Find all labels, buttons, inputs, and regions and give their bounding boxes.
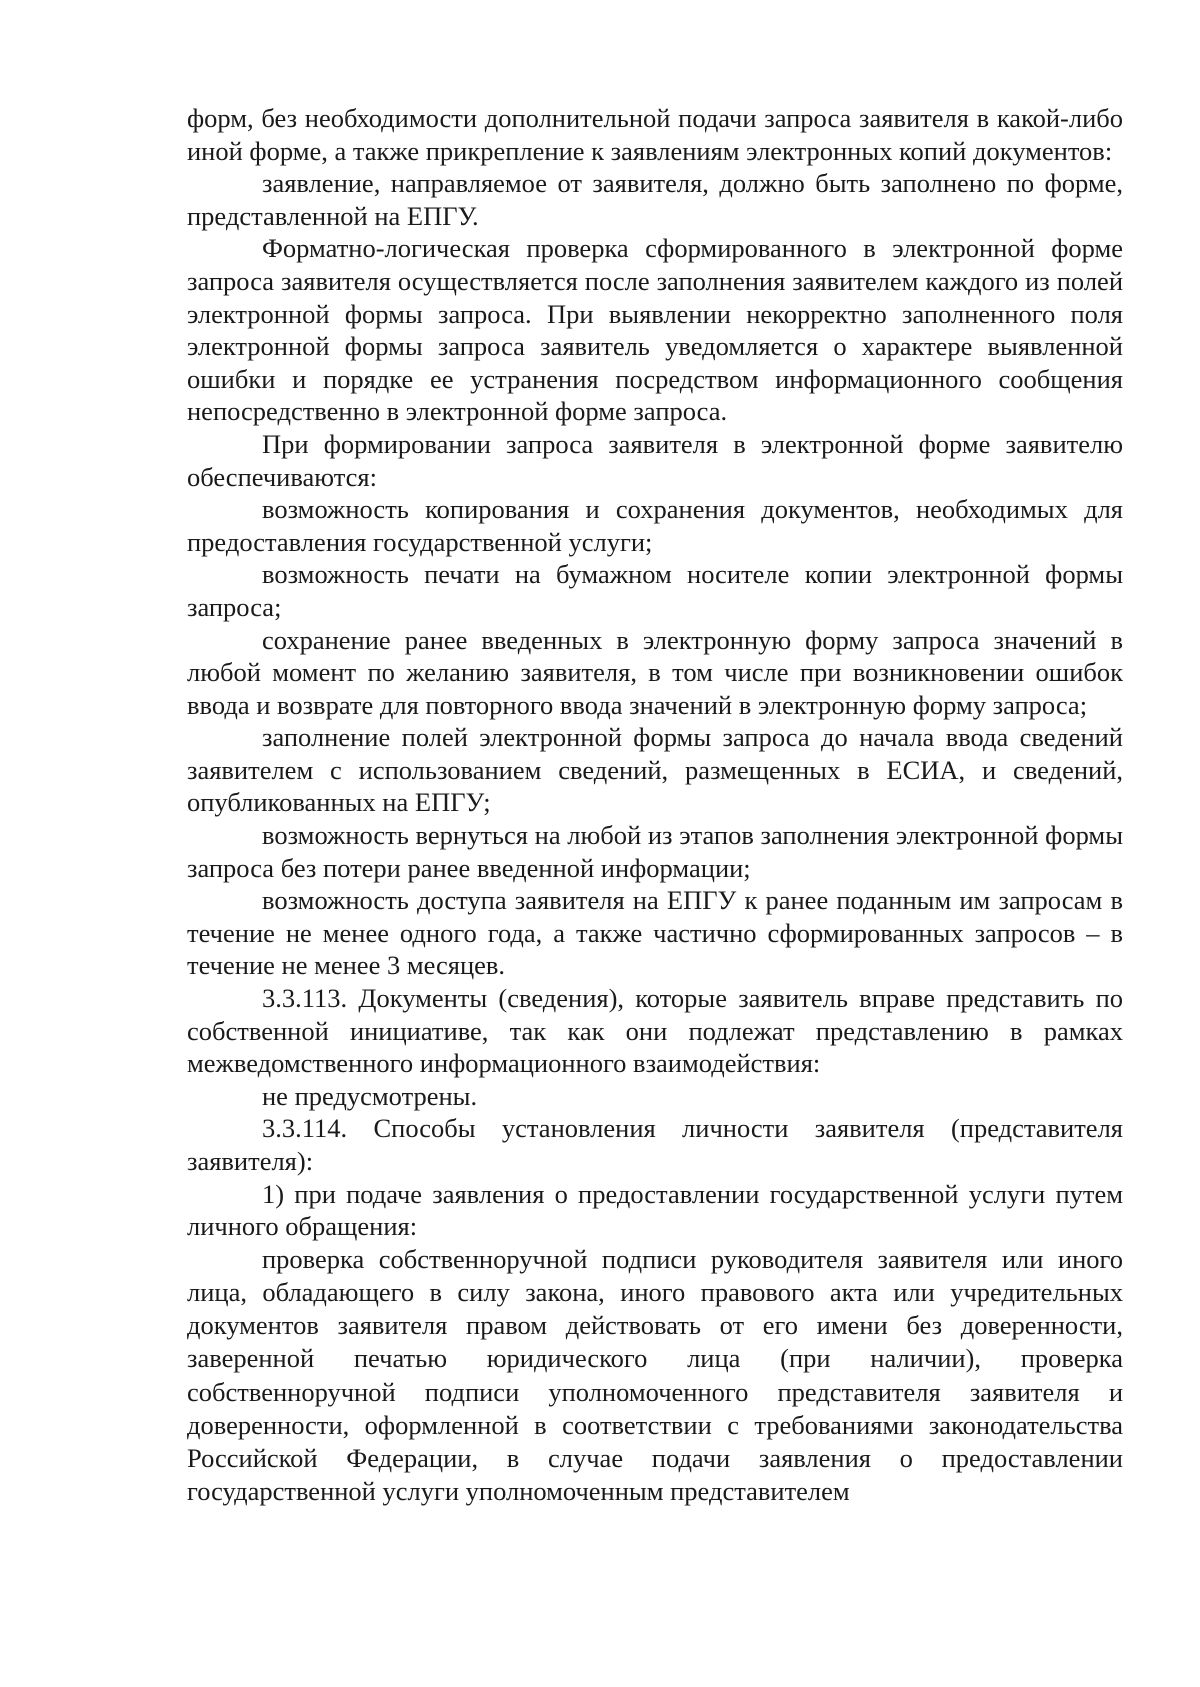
paragraph-return-steps: возможность вернуться на любой из этапов заполнения электронной формы запроса без потери ранее введенной информации; [187, 820, 1123, 883]
paragraph-personal-visit: 1) при подаче заявления о предоставлении государственной услуги путем личного обращения: [187, 1178, 1123, 1242]
document-page [187, 102, 1123, 1508]
paragraph-application-form: заявление, направляемое от заявителя, должно быть заполнено по форме, представленной на ЕПГУ. [187, 168, 1123, 231]
paragraph-continuation: форм, без необходимости дополнительной подачи запроса заявителя в какой-либо иной форме, а также прикрепление к заявлениям электронных копий документов: [187, 103, 1123, 166]
paragraph-not-provided: не предусмотрены. [262, 1080, 478, 1111]
paragraph-format-check: Форматно-логическая проверка сформированного в электронной форме запроса заявителя осуществляется после заполнения заявителем каждого из полей электронной формы запроса. При выявлении некорректно заполненного поля электронной формы запроса заявитель уведомляется о характере выявленной ошибки и порядке ее устранения посредством информационного сообщения непосредственно в электронной форме запроса. [187, 233, 1123, 427]
paragraph-print: возможность печати на бумажном носителе копии электронной формы запроса; [187, 559, 1123, 622]
paragraph-signature-check: проверка собственноручной подписи руководителя заявителя или иного лица, обладающего в силу закона, иного правового акта или учредительных документов заявителя правом действовать от его имени без доверенности, заверенной печатью юридического лица (при наличии), проверка собственноручной подписи уполномоченного представителя заявителя и доверенности, оформленной в соответствии с требованиями законодательства Российской Федерации, в случае подачи заявления о предоставлении государственной услуги уполномоченным представителем [187, 1243, 1123, 1507]
paragraph-save-values: сохранение ранее введенных в электронную форму запроса значений в любой момент по желанию заявителя, в том числе при возникновении ошибок ввода и возврате для повторного ввода значений в электронную форму запроса; [187, 624, 1123, 720]
paragraph-prefill: заполнение полей электронной формы запроса до начала ввода сведений заявителем с использованием сведений, размещенных в ЕСИА, и сведений, опубликованных на ЕПГУ; [187, 722, 1123, 818]
paragraph-access-requests: возможность доступа заявителя на ЕПГУ к ранее поданным им запросам в течение не менее одного года, а также частично сформированных запросов – в течение не менее 3 месяцев. [187, 885, 1123, 981]
paragraph-section-3-3-113: 3.3.113. Документы (сведения), которые заявитель вправе представить по собственной инициативе, так как они подлежат представлению в рамках межведомственного информационного взаимодействия: [187, 983, 1123, 1079]
paragraph-provisions-intro: При формировании запроса заявителя в электронной форме заявителю обеспечиваются: [187, 428, 1123, 492]
paragraph-section-3-3-114: 3.3.114. Способы установления личности заявителя (представителя заявителя): [187, 1113, 1123, 1176]
paragraph-copy-save: возможность копирования и сохранения документов, необходимых для предоставления государственной услуги; [187, 494, 1123, 557]
